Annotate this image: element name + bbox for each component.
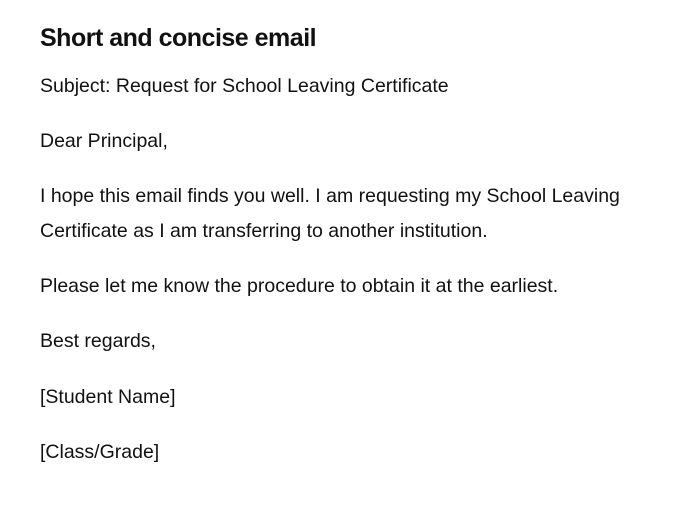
email-closing: Best regards, [40,330,156,352]
student-class: [Class/Grade] [40,441,160,463]
email-subject: Subject: Request for School Leaving Certificate [40,75,449,97]
student-name: [Student Name] [40,386,176,408]
email-body-paragraph: Please let me know the procedure to obtain it at the earliest. [40,275,559,297]
email-greeting: Dear Principal, [40,130,168,152]
page-title: Short and concise email [40,24,317,52]
email-body-paragraph: I hope this email finds you well. I am requesting my School Leaving Certificate as I am transferring to another institution. [40,185,620,242]
